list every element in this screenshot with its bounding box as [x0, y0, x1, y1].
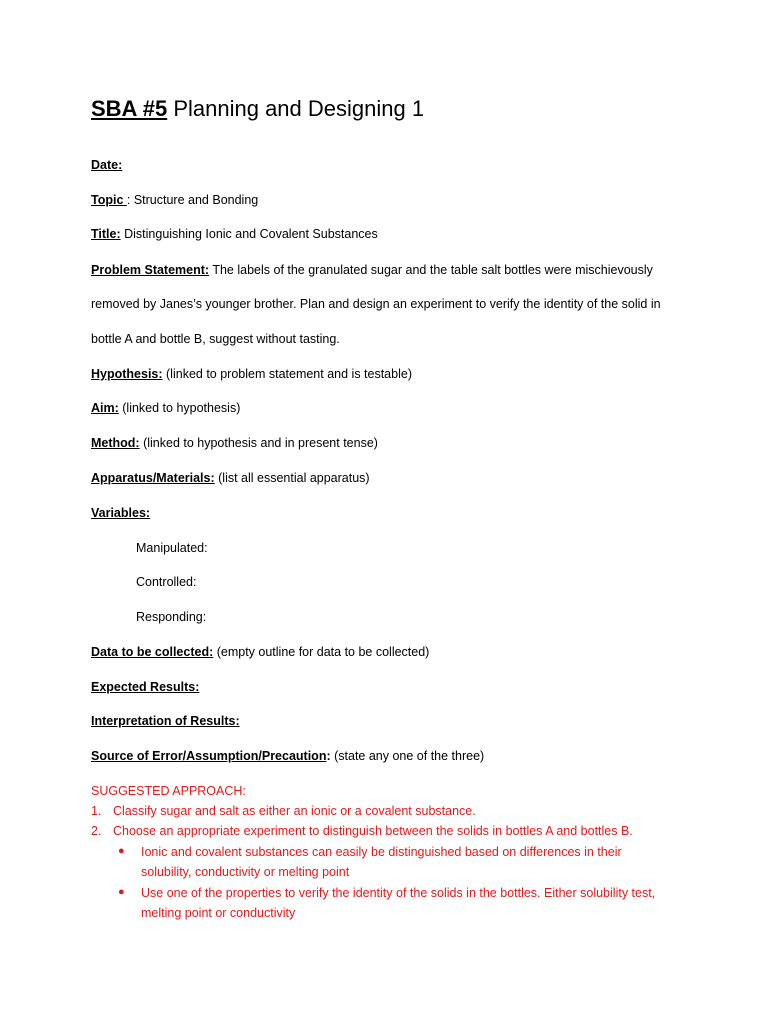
approach-step — [91, 803, 476, 819]
date-line — [91, 157, 122, 173]
approach-bullet-line: melting point or conductivity — [141, 906, 296, 920]
problem-statement-label: Problem Statement: — [91, 263, 210, 277]
suggested-approach-heading: SUGGESTED APPROACH: — [91, 784, 246, 798]
topic-value: : Structure and Bonding — [126, 193, 259, 207]
controlled-variable: Controlled: — [136, 575, 197, 589]
data-collected-value: (empty outline for data to be collected) — [213, 645, 430, 659]
expected-results-label: Expected Results: — [91, 680, 200, 694]
problem-statement-text-1: The labels of the granulated sugar and the table salt bottles were mischievously — [209, 263, 653, 277]
hypothesis-label: Hypothesis: — [91, 367, 163, 381]
method-value: (linked to hypothesis and in present tense) — [139, 436, 378, 450]
title-field-value: Distinguishing Ionic and Covalent Substances — [120, 227, 378, 241]
hypothesis-value: (linked to problem statement and is testable) — [162, 367, 412, 381]
data-collected-label: Data to be collected: — [91, 645, 214, 659]
step-number: 2. — [91, 824, 102, 838]
aim-line — [91, 400, 240, 416]
topic-label: Topic — [91, 193, 127, 207]
aim-label: Aim: — [91, 401, 119, 415]
bullet-icon: ● — [118, 886, 125, 898]
source-of-error-colon: : — [326, 749, 331, 763]
approach-bullet-line: Use one of the properties to verify the identity of the solids in the bottles. Either solubility test, — [141, 886, 656, 900]
method-label: Method: — [91, 436, 140, 450]
apparatus-value: (list all essential apparatus) — [214, 471, 370, 485]
variables-label: Variables: — [91, 506, 151, 520]
variables-line — [91, 505, 150, 521]
source-of-error-label: Source of Error/Assumption/Precaution — [91, 749, 327, 763]
title-code: SBA #5 — [91, 96, 168, 121]
aim-value: (linked to hypothesis) — [118, 401, 241, 415]
approach-bullet-line: Ionic and covalent substances can easily be distinguished based on differences in their — [141, 845, 622, 859]
step-text: Classify sugar and salt as either an ionic or a covalent substance. — [113, 804, 476, 818]
interpretation-label: Interpretation of Results: — [91, 714, 240, 728]
title-field-label: Title: — [91, 227, 121, 241]
date-label: Date: — [91, 158, 123, 172]
source-of-error-value: (state any one of the three) — [330, 749, 485, 763]
manipulated-variable: Manipulated: — [136, 541, 208, 555]
method-line — [91, 435, 378, 451]
interpretation-line — [91, 713, 240, 729]
step-text: Choose an appropriate experiment to distinguish between the solids in bottles A and bottles B. — [113, 824, 633, 838]
apparatus-line — [91, 470, 370, 486]
responding-variable: Responding: — [136, 610, 207, 624]
title-text: Planning and Designing 1 — [167, 96, 425, 121]
topic-line — [91, 192, 258, 208]
title-field-line — [91, 226, 378, 242]
expected-results-line — [91, 679, 199, 695]
bullet-icon: ● — [118, 845, 125, 857]
problem-statement-line-3: bottle A and bottle B, suggest without tasting. — [91, 332, 340, 346]
page-title — [91, 96, 424, 122]
approach-step — [91, 823, 633, 839]
data-collected-line — [91, 644, 429, 660]
apparatus-label: Apparatus/Materials: — [91, 471, 215, 485]
hypothesis-line — [91, 366, 412, 382]
approach-bullet-line: solubility, conductivity or melting point — [141, 865, 350, 879]
problem-statement-line-1 — [91, 262, 653, 278]
step-number: 1. — [91, 804, 102, 818]
problem-statement-line-2: removed by Janes’s younger brother. Plan and design an experiment to verify the identity of the solid in — [91, 297, 661, 311]
source-of-error-line — [91, 748, 484, 764]
